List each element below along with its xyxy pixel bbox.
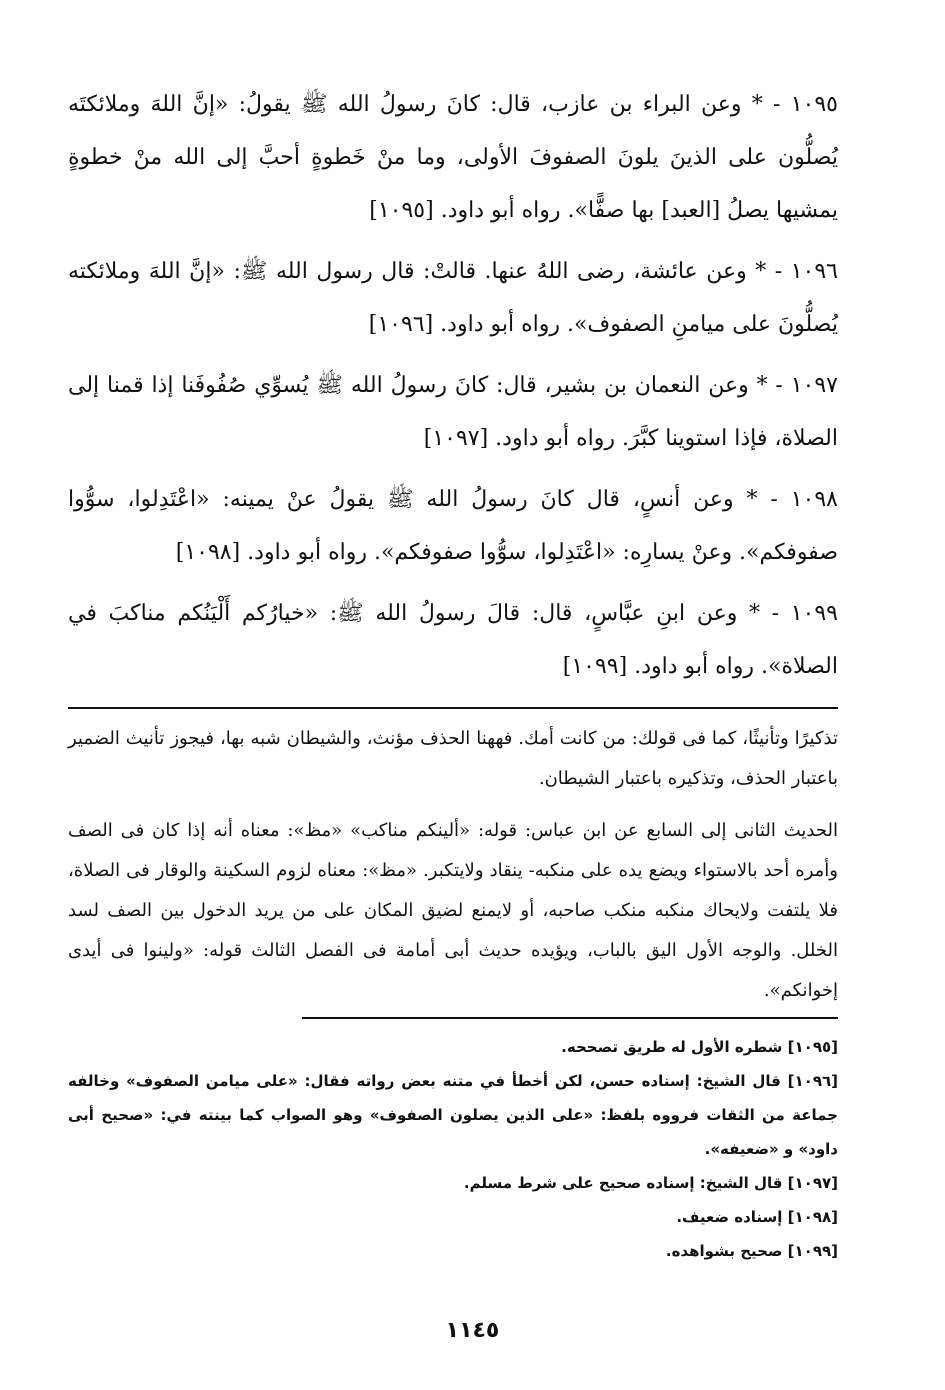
main-text-block — [68, 78, 838, 1023]
footnote-1099: [١٠٩٩] صحيح بشواهده. — [665, 1242, 838, 1260]
commentary-paragraph: تذكيرًا وتأنيثًا، كما فى قولك: من كانت أمك. فههنا الحذف مؤنث، والشيطان شبه بها، فيجوز تأنيث الضمير باعتبار الحذف، وتذكيره باعتبار الشيطان. — [68, 728, 838, 789]
hadith-1095: ١٠٩٥ - * وعن البراء بن عازب، قال: كانَ رسولُ الله ﷺ يقولُ: «إنَّ اللهَ وملائكتَه يُصلُّون على الذينَ يلونَ الصفوفَ الأولى، وما منْ خَطوةٍ أحبَّ إلى الله منْ خطوةٍ يمشيها يصلُ [العبد] بها صفًّا». رواه أبو داود. [١٠٩٥] — [68, 92, 838, 223]
hadith-1098: ١٠٩٨ - * وعن أنسٍ، قال كانَ رسولُ الله ﷺ يقولُ عنْ يمينه: «اعْتَدِلوا، سوُّوا صفوفكم». وعنْ يسارِه: «اعْتَدِلوا، سوُّوا صفوفكم». رواه أبو داود. [١٠٩٨] — [68, 487, 838, 565]
footnote-1096: [١٠٩٦] قال الشيخ: إسناده حسن، لكن أخطأ في متنه بعض رواته فقال: «على ميامن الصفوف» وخالفه جماعة من الثقات فرووه بلفظ: «على الذين يصلون الصفوف» وهو الصواب كما بينته في: «صحيح أبى داود» و «ضعيفه». — [68, 1072, 838, 1158]
footnote-divider — [302, 1017, 838, 1019]
footnote-1097: [١٠٩٧] قال الشيخ: إسناده صحيح على شرط مسلم. — [463, 1174, 838, 1192]
hadith-1099: ١٠٩٩ - * وعن ابنِ عبَّاسٍ، قال: قالَ رسولُ الله ﷺ: «خيارُكم أَلْيَنُكم مناكبَ في الصلاة». رواه أبو داود. [١٠٩٩] — [68, 601, 838, 679]
hadith-1097: ١٠٩٧ - * وعن النعمان بن بشير، قال: كانَ رسولُ الله ﷺ يُسوِّي صُفُوفَنا إذا قمنا إلى الصلاة، فإذا استوينا كبَّرَ. رواه أبو داود. [١٠٩٧] — [68, 373, 838, 451]
footnote-1098: [١٠٩٨] إسناده ضعيف. — [676, 1208, 838, 1226]
page-number: ١١٤٥ — [445, 1318, 500, 1343]
commentary-paragraph: الحديث الثانى إلى السابع عن ابن عباس: قوله: «ألينكم مناكب» «مظ»: معناه أنه إذا كان فى الصف وأمره أحد بالاستواء ويضع يده على منكبه- ينقاد ولايتكبر. «مظ»: معناه لزوم السكينة والوقار فى الصلاة، فلا يلتفت ولايحاك منكبه منكب صاحبه، أو لايمنع لضيق المكان على من يريد الدخول بين الصف لسد الخلل. والوجه الأول اليق بالباب، ويؤيده حديث أبى أمامة فى الفصل الثالث قوله: «ولينوا فى أيدى إخوانكم». — [68, 820, 838, 1001]
footnotes-block — [68, 1030, 838, 1268]
main-divider — [68, 707, 838, 709]
footnote-1095: [١٠٩٥] شطره الأول له طريق تصححه. — [561, 1038, 838, 1056]
hadith-1096: ١٠٩٦ - * وعن عائشة، رضى اللهُ عنها. قالتْ: قال رسول الله ﷺ: «إنَّ اللهَ وملائكته يُصلُّونَ على ميامنِ الصفوف». رواه أبو داود. [١٠٩٦] — [68, 259, 838, 337]
